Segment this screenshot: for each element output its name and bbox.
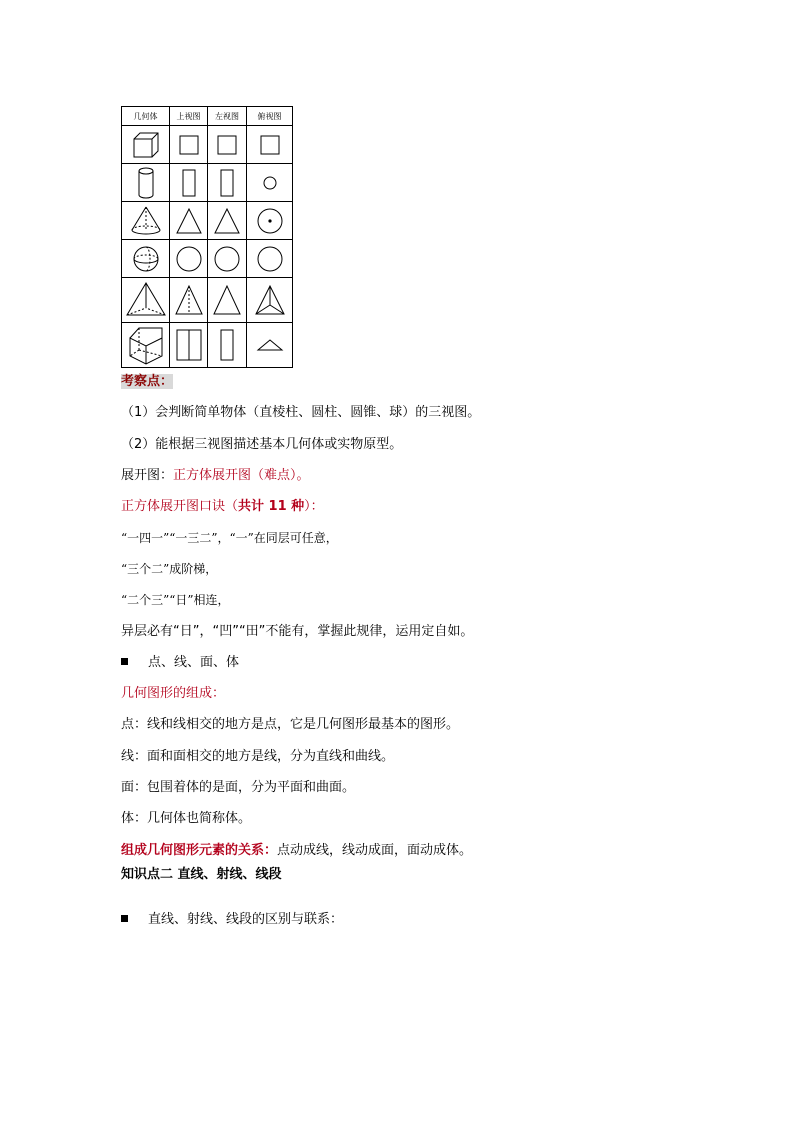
table-row xyxy=(122,240,293,278)
cone-cell xyxy=(122,202,170,240)
cylinder-front-cell xyxy=(170,164,208,202)
definition-solid: 体：几何体也简称体。 xyxy=(121,811,252,826)
circle-with-dot-icon xyxy=(256,207,284,235)
prism-cell xyxy=(122,323,170,368)
key-points-label: 考察点： xyxy=(121,374,174,389)
header-left-view: 左视图 xyxy=(208,107,247,126)
section-two-bullet-line xyxy=(121,911,343,929)
header-solid: 几何体 xyxy=(122,107,170,126)
unfold-prefix: 展开图： xyxy=(121,468,174,483)
header-front-view: 上视图 xyxy=(170,107,208,126)
table-header-row xyxy=(122,107,293,126)
key-point-item: （1）会判断简单物体（直棱柱、圆柱、圆锥、球）的三视图。 xyxy=(121,405,481,420)
cube-left-cell xyxy=(208,126,247,164)
pyramid-left-cell xyxy=(208,278,247,323)
sphere-top-cell xyxy=(247,240,293,278)
mnemonic-line: “一四一”“一三二”，“一”在同层可任意， xyxy=(121,531,338,545)
mnemonic-title-bold: 共计 11 种 xyxy=(238,499,305,514)
square-bullet-icon xyxy=(121,915,128,922)
cylinder-cell xyxy=(122,164,170,202)
cube-icon xyxy=(131,130,161,160)
prism-icon xyxy=(126,324,166,366)
circle-icon xyxy=(213,245,241,273)
relation-label: 组成几何图形元素的关系： xyxy=(121,843,278,858)
prism-left-cell xyxy=(208,323,247,368)
header-top-view: 俯视图 xyxy=(247,107,293,126)
mnemonic-title-end: ）： xyxy=(304,499,324,514)
sphere-cell xyxy=(122,240,170,278)
cylinder-top-cell xyxy=(247,164,293,202)
triangle-dashed-median-icon xyxy=(174,284,204,316)
sphere-left-cell xyxy=(208,240,247,278)
sphere-icon xyxy=(132,245,160,273)
table-row xyxy=(122,164,293,202)
table-row xyxy=(122,126,293,164)
definition-point: 点：线和线相交的地方是点，它是几何图形最基本的图形。 xyxy=(121,717,460,732)
bullet-point-line-surface-solid xyxy=(121,654,239,672)
composition-title: 几何图形的组成： xyxy=(121,686,226,701)
tall-rectangle-icon xyxy=(219,168,235,198)
pyramid-cell xyxy=(122,278,170,323)
circle-icon xyxy=(175,245,203,273)
mnemonic-line: “三个二”成阶梯， xyxy=(121,562,218,576)
square-icon xyxy=(259,134,281,156)
bullet-label: 点、线、面、体 xyxy=(148,655,240,670)
narrow-rectangle-icon xyxy=(219,328,235,362)
definition-surface: 面：包围着体的是面，分为平面和曲面。 xyxy=(121,780,356,795)
prism-front-cell xyxy=(170,323,208,368)
cone-left-cell xyxy=(208,202,247,240)
prism-top-cell xyxy=(247,323,293,368)
cone-front-cell xyxy=(170,202,208,240)
triangle-icon xyxy=(212,284,242,316)
triangle-icon xyxy=(213,207,241,235)
cylinder-left-cell xyxy=(208,164,247,202)
triangle-center-lines-icon xyxy=(254,284,286,316)
key-points-label-line xyxy=(121,373,173,391)
section-two-title: 知识点二 直线、射线、线段 xyxy=(121,867,282,882)
table-row xyxy=(122,202,293,240)
unfold-highlight: 正方体展开图（难点）。 xyxy=(173,468,310,483)
pyramid-icon xyxy=(125,281,167,319)
triangle-icon xyxy=(175,207,203,235)
pyramid-top-cell xyxy=(247,278,293,323)
cube-cell xyxy=(122,126,170,164)
definition-line: 线：面和面相交的地方是线，分为直线和曲线。 xyxy=(121,749,395,764)
square-icon xyxy=(178,134,200,156)
rectangle-middle-line-icon xyxy=(175,328,203,362)
unfold-line xyxy=(121,467,310,485)
three-views-table xyxy=(121,106,293,368)
pyramid-front-cell xyxy=(170,278,208,323)
cone-icon xyxy=(129,205,163,237)
small-circle-icon xyxy=(262,175,278,191)
key-point-item: （2）能根据三视图描述基本几何体或实物原型。 xyxy=(121,437,403,452)
circle-icon xyxy=(256,245,284,273)
mnemonic-title-start: 正方体展开图口诀（ xyxy=(121,499,239,514)
cube-front-cell xyxy=(170,126,208,164)
sphere-front-cell xyxy=(170,240,208,278)
cylinder-icon xyxy=(136,166,156,200)
cube-top-cell xyxy=(247,126,293,164)
table-row xyxy=(122,323,293,368)
mnemonic-line: “二个三”“日”相连， xyxy=(121,593,230,607)
tall-rectangle-icon xyxy=(181,168,197,198)
section-two-bullet-label: 直线、射线、线段的区别与联系： xyxy=(148,912,344,927)
cone-top-cell xyxy=(247,202,293,240)
table-row xyxy=(122,278,293,323)
square-icon xyxy=(216,134,238,156)
flat-triangle-icon xyxy=(256,338,284,352)
mnemonic-title xyxy=(121,498,324,516)
relation-text: 点动成线，线动成面，面动成体。 xyxy=(277,843,473,858)
relation-line xyxy=(121,842,472,860)
mnemonic-final-line: 异层必有“日”，“凹”“田”不能有，掌握此规律，运用定自如。 xyxy=(121,624,474,639)
square-bullet-icon xyxy=(121,658,128,665)
